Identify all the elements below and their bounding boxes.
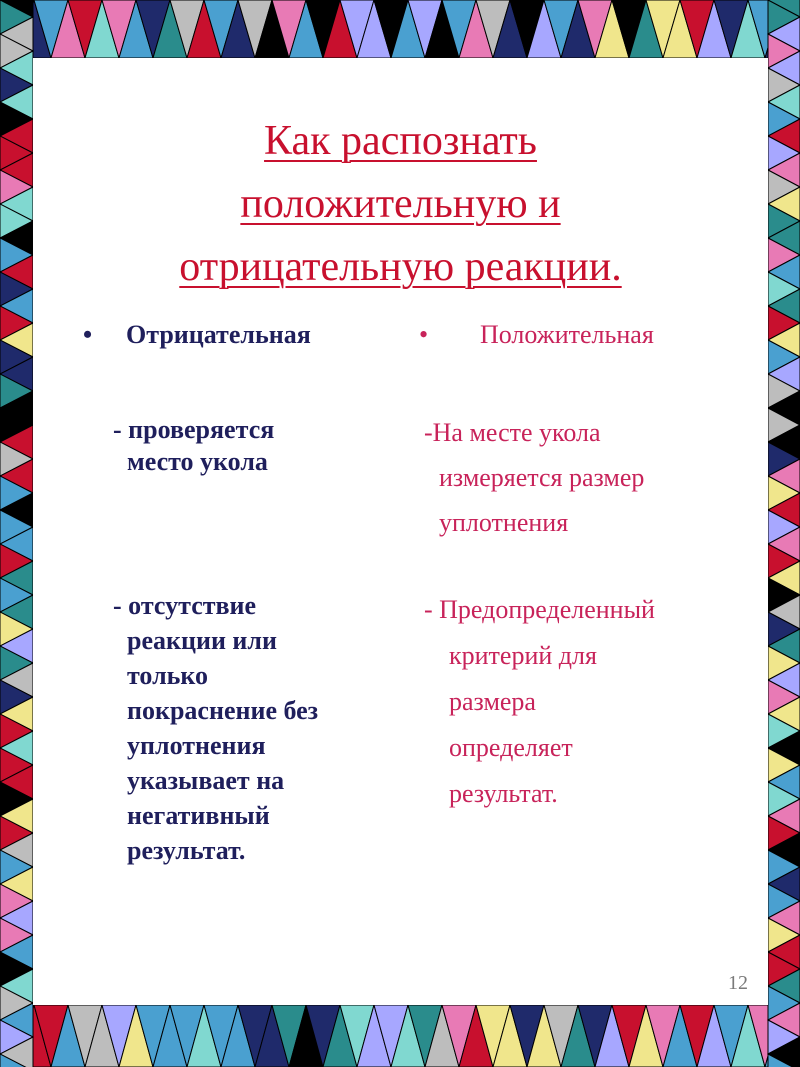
positive-item-1	[424, 410, 754, 545]
negative-item-2-line-7: негативный	[127, 801, 270, 830]
positive-item-2	[424, 587, 754, 817]
positive-item-2-line-5: результат.	[449, 779, 558, 808]
negative-heading: Отрицательная	[126, 320, 311, 349]
negative-item-2-line-4: покраснение без	[127, 696, 319, 725]
negative-item-1-line-1: - проверяется	[113, 415, 275, 444]
negative-item-2-line-3: только	[127, 661, 209, 690]
negative-item-2-line-5: уплотнения	[127, 731, 266, 760]
positive-heading: Положительная	[480, 320, 654, 349]
positive-item-2-line-1: - Предопределенный	[424, 595, 655, 624]
negative-item-2	[113, 588, 433, 868]
title-line-2: положительную и	[240, 181, 561, 227]
negative-item-1-line-2: место укола	[127, 447, 268, 476]
positive-item-2-line-2: критерий для	[449, 641, 597, 670]
negative-item-2-line-2: реакции или	[127, 626, 277, 655]
positive-item-1-line-1: -На месте укола	[424, 418, 601, 447]
bullet-positive: •	[419, 320, 429, 349]
title-line-3: отрицательную реакции.	[179, 244, 622, 290]
page-number: 12	[728, 972, 748, 994]
negative-item-2-line-8: результат.	[127, 836, 246, 865]
positive-item-1-line-3: уплотнения	[439, 508, 569, 537]
positive-item-2-line-3: размера	[449, 687, 536, 716]
bullet-negative: •	[83, 320, 93, 349]
slide-title	[33, 110, 768, 299]
negative-item-2-line-1: - отсутствие	[113, 591, 257, 620]
positive-item-1-line-2: измеряется размер	[439, 463, 645, 492]
negative-item-1	[113, 414, 413, 478]
negative-item-2-line-6: указывает на	[127, 766, 285, 795]
content-panel	[33, 58, 768, 1005]
title-line-1: Как распознать	[264, 118, 537, 164]
positive-item-2-line-4: определяет	[449, 733, 573, 762]
